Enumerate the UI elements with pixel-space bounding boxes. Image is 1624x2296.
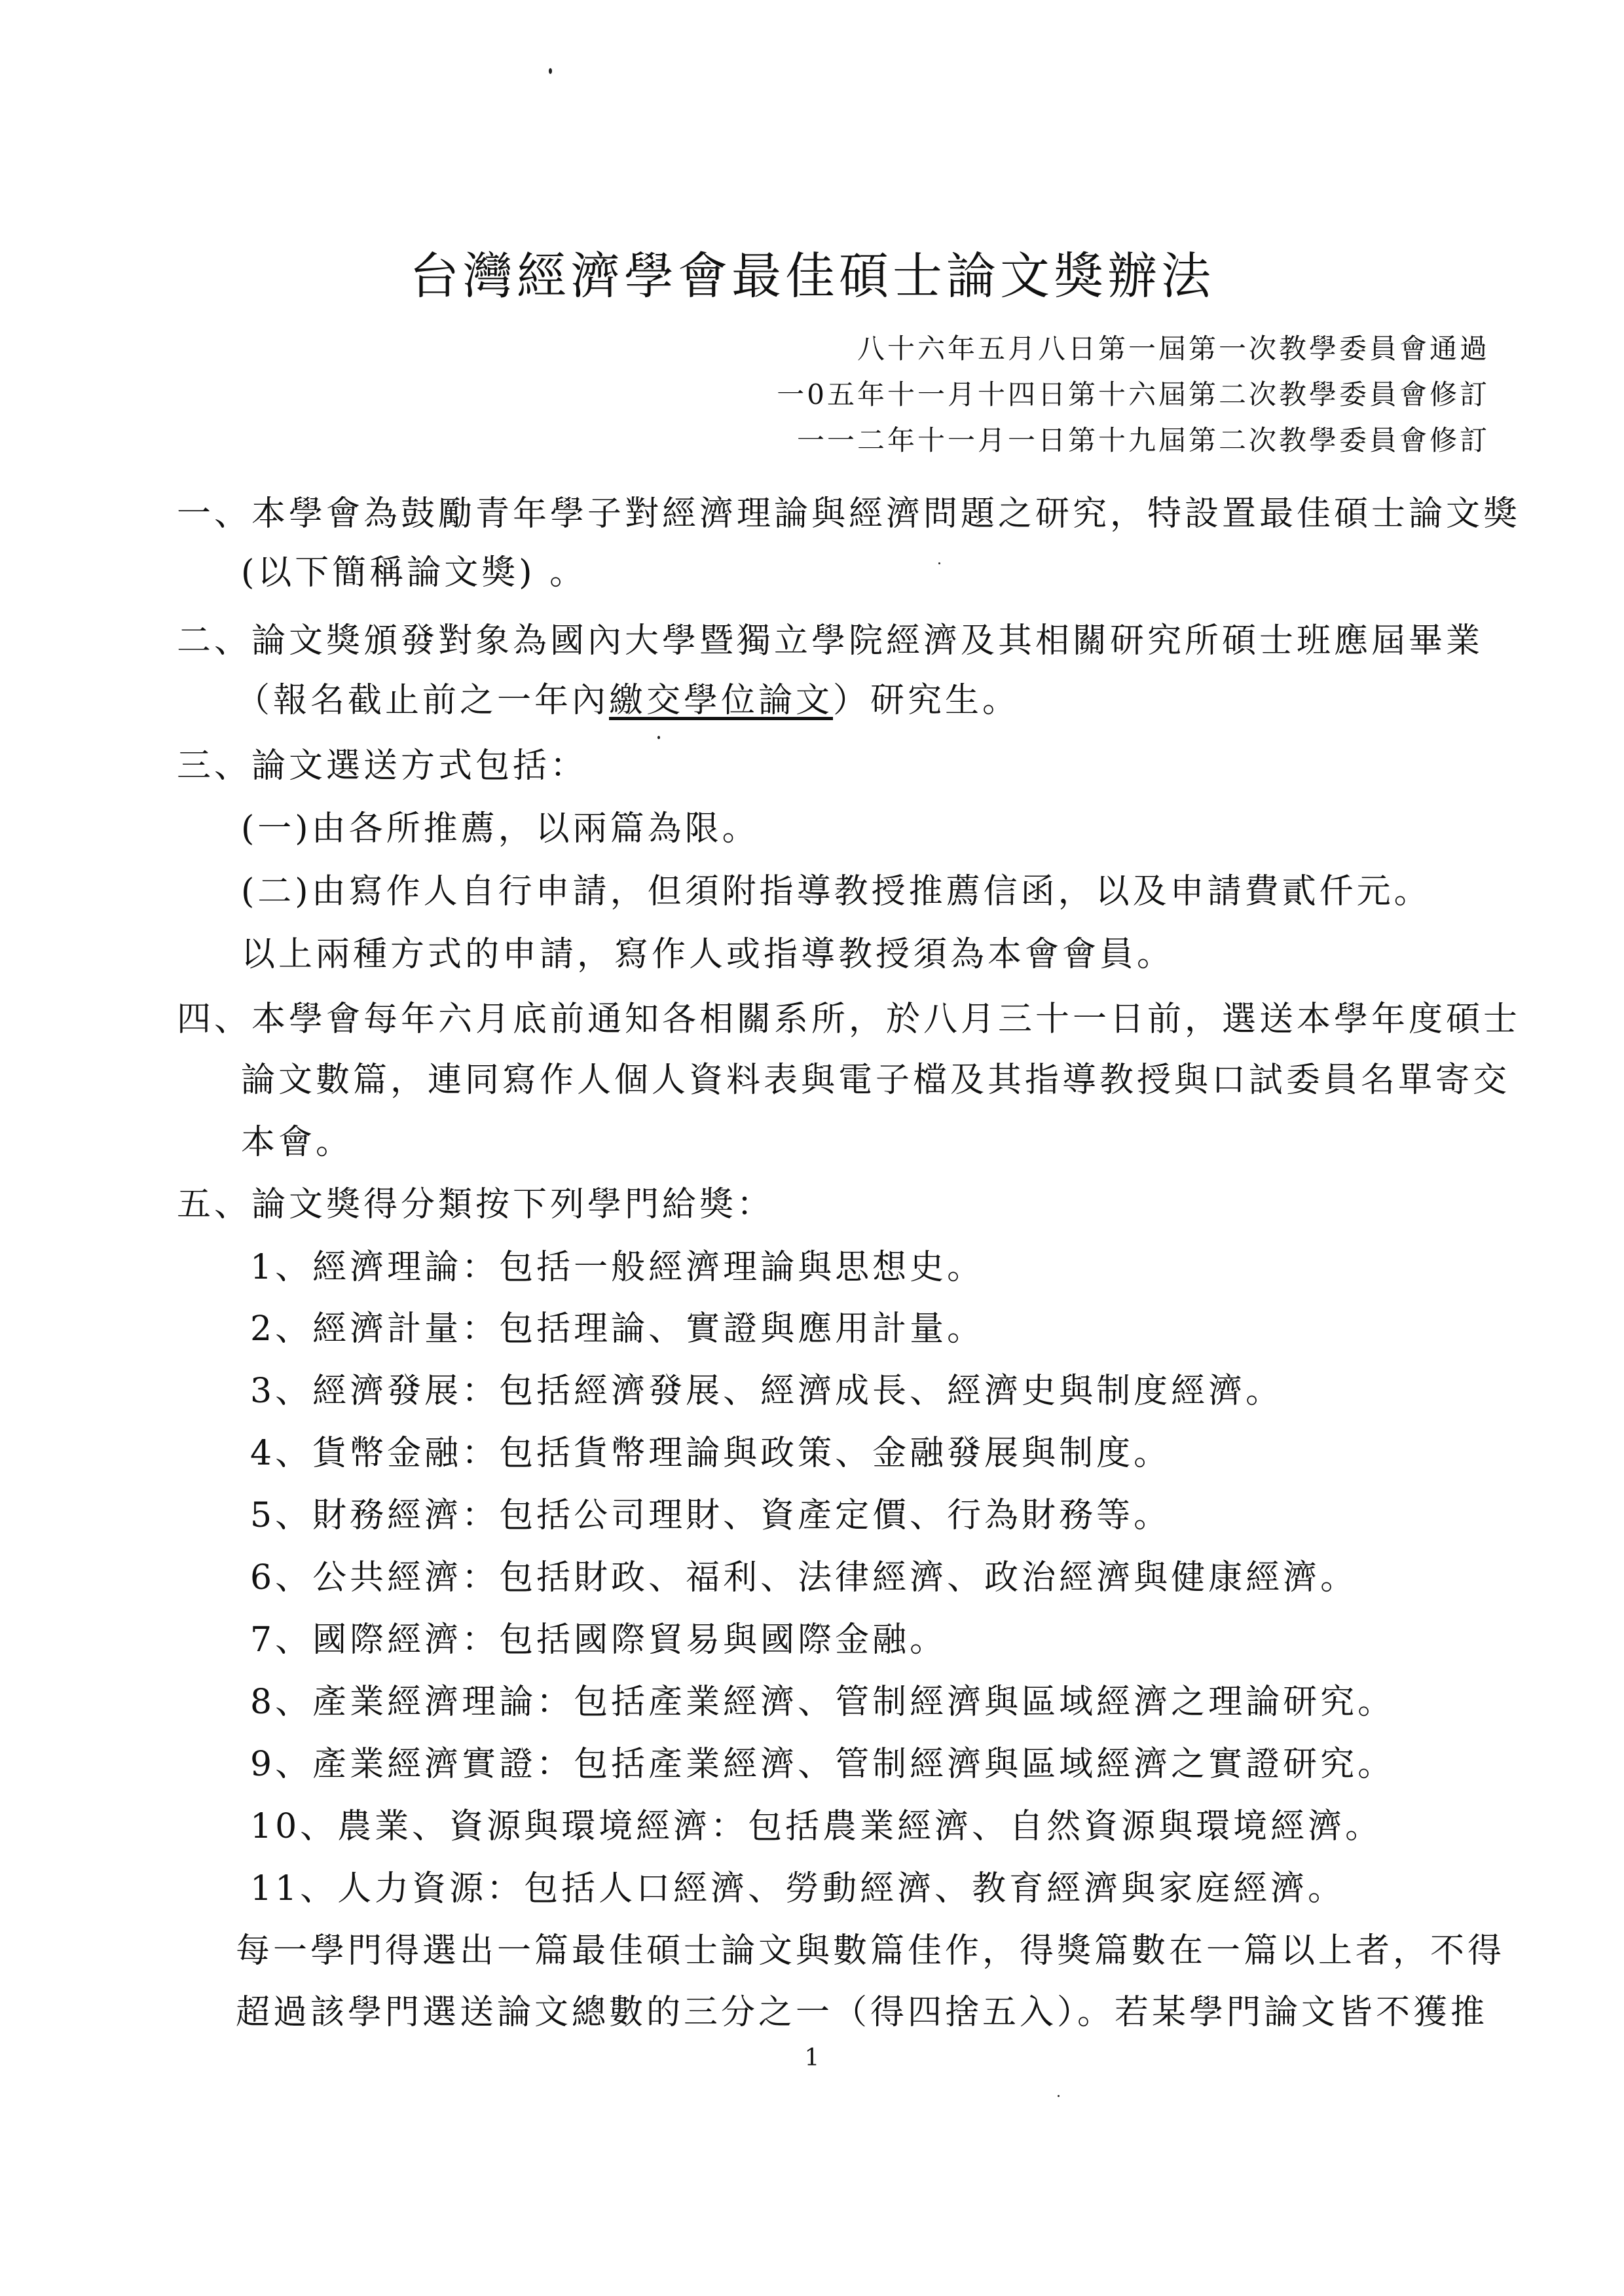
- article-4-line-1: 四、本學會每年六月底前通知各相關系所，於八月三十一日前，選送本學年度碩士: [177, 1000, 1521, 1039]
- category-item: 1、經濟理論：包括一般經濟理論與思想史。: [250, 1248, 985, 1287]
- article-2-underlined-text: 繳交學位論文: [609, 681, 834, 720]
- category-item: 9、產業經濟實證：包括產業經濟、管制經濟與區域經濟之實證研究。: [250, 1745, 1395, 1784]
- article-3-item-1: (一)由各所推薦，以兩篇為限。: [241, 809, 760, 848]
- article-2-line-2: [236, 681, 1020, 720]
- category-item: 4、貨幣金融：包括貨幣理論與政策、金融發展與制度。: [250, 1434, 1172, 1473]
- category-item: 8、產業經濟理論：包括產業經濟、管制經濟與區域經濟之理論研究。: [250, 1683, 1395, 1722]
- revision-history: [777, 326, 1490, 464]
- scan-speck: [1058, 2095, 1060, 2097]
- article-4-line-2: 論文數篇，連同寫作人個人資料表與電子檔及其指導教授與口試委員名單寄交: [241, 1061, 1511, 1100]
- history-line: 八十六年五月八日第一屆第一次教學委員會通過: [857, 333, 1490, 365]
- category-item: 3、經濟發展：包括經濟發展、經濟成長、經濟史與制度經濟。: [250, 1372, 1283, 1411]
- article-3-item-2: (二)由寫作人自行申請，但須附指導教授推薦信函，以及申請費貳仟元。: [241, 872, 1431, 911]
- article-2-text: ）研究生。: [833, 681, 1020, 720]
- article-5-paragraph-line-2: 超過該學門選送論文總數的三分之一（得四捨五入）。若某學門論文皆不獲推: [236, 1993, 1488, 2032]
- article-5-line-1: 五、論文獎得分類按下列學門給獎：: [177, 1185, 775, 1224]
- article-2-line-1: 二、論文獎頒發對象為國內大學暨獨立學院經濟及其相關研究所碩士班應屆畢業: [177, 621, 1484, 661]
- article-5-paragraph-line-1: 每一學門得選出一篇最佳碩士論文與數篇佳作，得獎篇數在一篇以上者，不得: [236, 1931, 1505, 1971]
- scan-speck: [657, 736, 660, 739]
- article-3-note: 以上兩種方式的申請，寫作人或指導教授須為本會會員。: [241, 935, 1175, 974]
- page-number: 1: [804, 2045, 820, 2071]
- history-line: 一一二年十一月一日第十九屆第二次教學委員會修訂: [796, 424, 1490, 456]
- article-3-line-1: 三、論文選送方式包括：: [177, 746, 588, 786]
- article-1-line-2: (以下簡稱論文獎) 。: [241, 553, 587, 592]
- category-item: 11、人力資源：包括人口經濟、勞動經濟、教育經濟與家庭經濟。: [250, 1869, 1346, 1908]
- page-title: 台灣經濟學會最佳碩士論文獎辦法: [409, 247, 1215, 305]
- category-item: 6、公共經濟：包括財政、福利、法律經濟、政治經濟與健康經濟。: [250, 1558, 1358, 1597]
- history-line: 一0五年十一月十四日第十六屆第二次教學委員會修訂: [777, 378, 1490, 410]
- category-item: 2、經濟計量：包括理論、實證與應用計量。: [250, 1309, 985, 1349]
- article-1-line-1: 一、本學會為鼓勵青年學子對經濟理論與經濟問題之研究，特設置最佳碩士論文獎: [177, 494, 1521, 534]
- category-item: 10、農業、資源與環境經濟：包括農業經濟、自然資源與環境經濟。: [250, 1807, 1383, 1846]
- article-2-text: （報名截止前之一年內: [236, 681, 610, 720]
- category-item: 5、財務經濟：包括公司理財、資產定價、行為財務等。: [250, 1496, 1172, 1535]
- scan-speck: [549, 68, 552, 74]
- category-item: 7、國際經濟：包括國際貿易與國際金融。: [250, 1620, 948, 1660]
- scan-speck: [938, 562, 940, 564]
- article-4-line-3: 本會。: [241, 1123, 354, 1162]
